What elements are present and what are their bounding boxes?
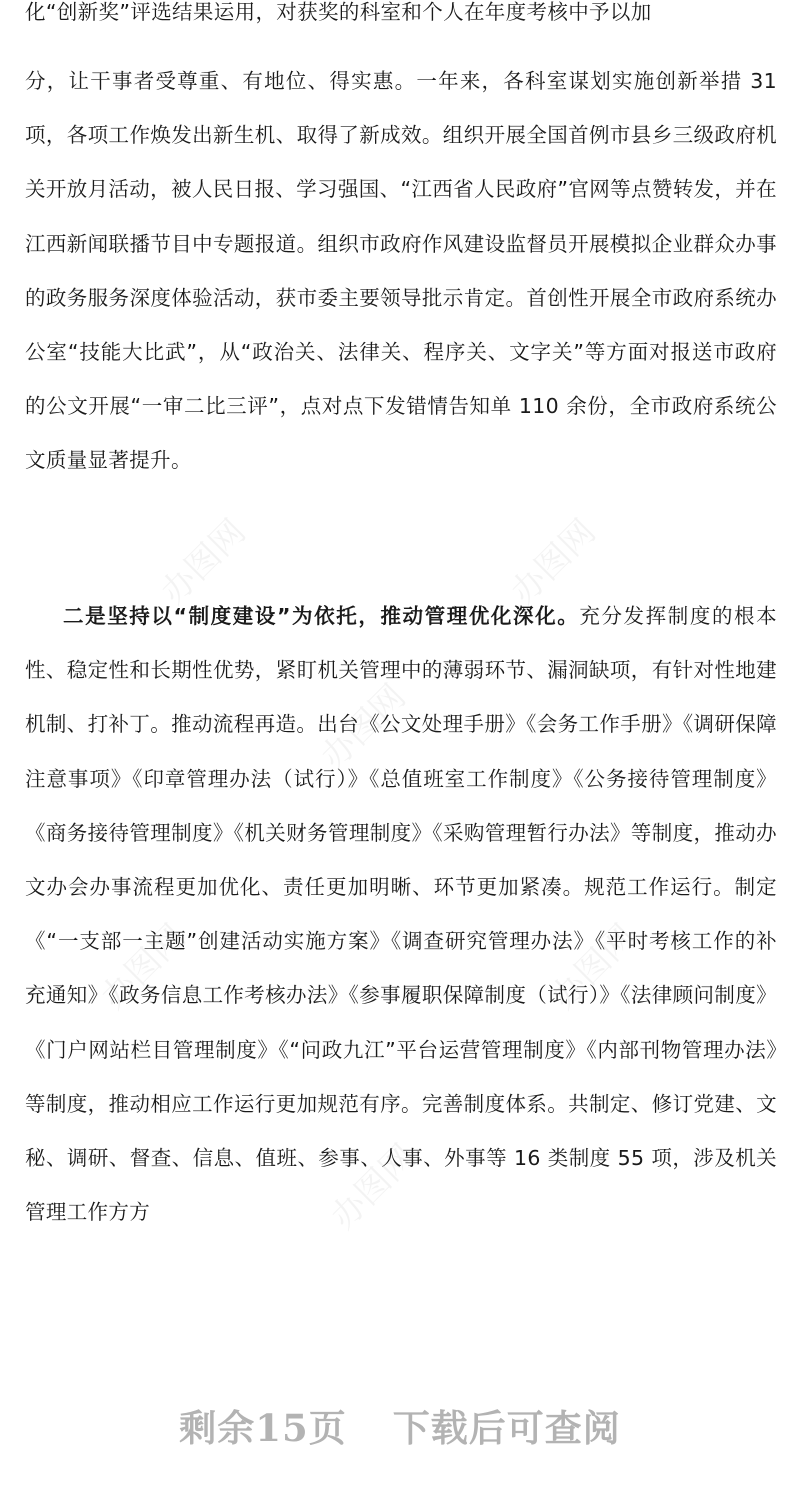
paragraph-1: 分，让干事者受尊重、有地位、得实惠。一年来，各科室谋划实施创新举措 31 项，各项工作焕发出新生机、取得了新成效。组织开展全国首例市县乡三级政府机关开放月活动，被人民日报、学习强国、“江西省人民政府”官网等点赞转发，并在江西新闻联播节目中专题报道。组织市政府作风建设监督员开展模拟企业群众办事的政务服务深度体验活动，获市委主要领导批示肯定。首创性开展全市政府系统办公室“技能大比武”，从“政治关、法律关、程序关、文字关”等方面对报送市政府的公文开展“一审二比三评”，点对点下发错情告知单 110 余份，全市政府系统公文质量显著提升。 xyxy=(25,69,777,473)
paragraph-2-heading: 二是坚持以“制度建设”为依托，推动管理优化深化。 xyxy=(63,604,580,628)
download-to-view-label: 下载后可查阅 xyxy=(392,1406,621,1450)
top-partial-line: 化“创新奖”评选结果运用，对获奖的科室和个人在年度考核中予以加 xyxy=(25,0,652,24)
remaining-pages-label: 剩余15页 xyxy=(179,1406,347,1450)
paragraph-2 xyxy=(25,589,777,1239)
download-prompt[interactable] xyxy=(0,1398,800,1458)
paragraph-2-body: 充分发挥制度的根本性、稳定性和长期性优势，紧盯机关管理中的薄弱环节、漏洞缺项，有针对性地建机制、打补丁。推动流程再造。出台《公文处理手册》《会务工作手册》《调研保障注意事项》《印章管理办法（试行）》《总值班室工作制度》《公务接待管理制度》《商务接待管理制度》《机关财务管理制度》《采购管理暂行办法》等制度，推动办文办会办事流程更加优化、责任更加明晰、环节更加紧凑。规范工作运行。制定《“一支部一主题”创建活动实施方案》《调查研究管理办法》《平时考核工作的补充通知》《政务信息工作考核办法》《参事履职保障制度（试行）》《法律顾问制度》《门户网站栏目管理制度》《“问政九江”平台运营管理制度》《内部刊物管理办法》等制度，推动相应工作运行更加规范有序。完善制度体系。共制定、修订党建、文秘、调研、督查、信息、值班、参事、人事、外事等 16 类制度 55 项，涉及机关管理工作方方 xyxy=(25,604,777,1225)
